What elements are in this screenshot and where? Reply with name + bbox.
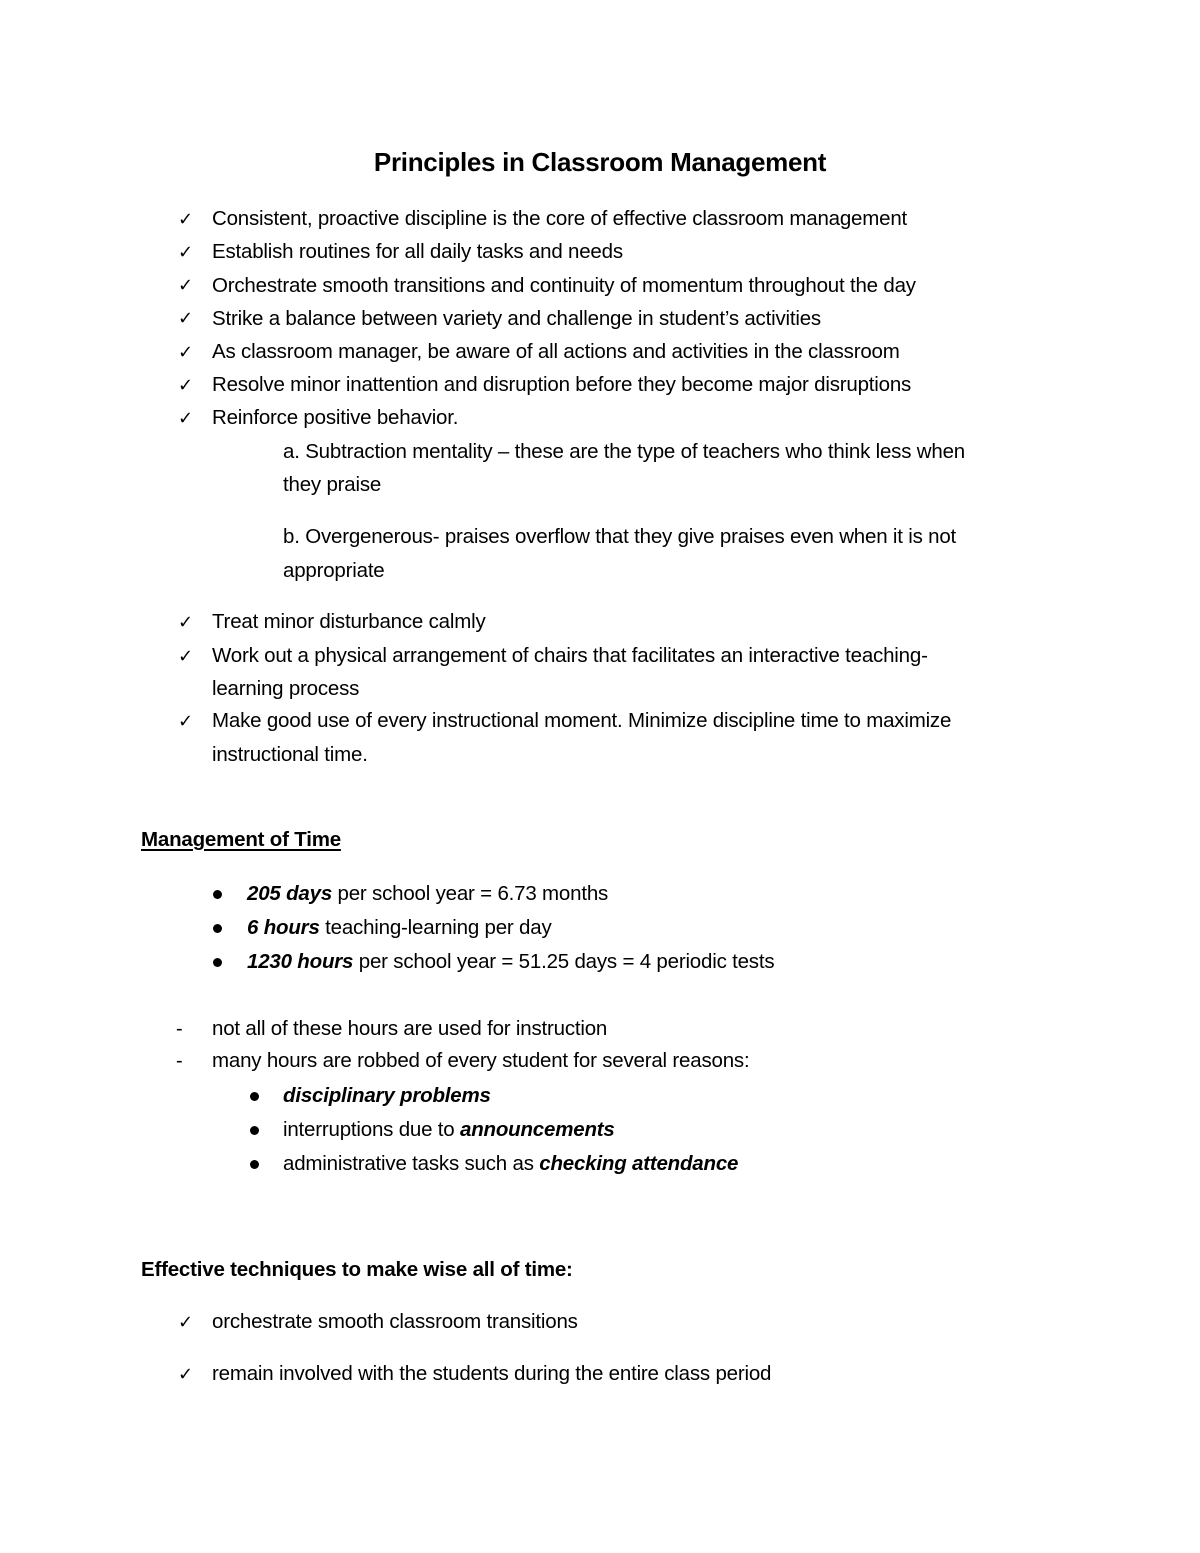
time-bullet-text: per school year = 51.25 days = 4 periodic tests	[353, 950, 775, 973]
reinforce-subitem-a-line1: a. Subtraction mentality – these are the type of teachers who think less when	[283, 440, 965, 463]
bullet-icon	[213, 958, 222, 967]
principle-item: Treat minor disturbance calmly	[212, 610, 486, 633]
checkmark-icon: ✓	[178, 612, 194, 633]
checkmark-icon: ✓	[178, 209, 194, 230]
section-heading-time: Management of Time	[141, 828, 341, 851]
principle-item: Orchestrate smooth transitions and continuity of momentum throughout the day	[212, 274, 916, 297]
dash-marker: -	[176, 1050, 183, 1072]
bullet-icon	[213, 890, 222, 899]
section-heading-techniques: Effective techniques to make wise all of time:	[141, 1258, 573, 1281]
time-bullet-emphasis: 205 days	[247, 882, 333, 905]
reason-emphasis: announcements	[460, 1118, 615, 1141]
bullet-icon	[250, 1160, 259, 1169]
technique-item: orchestrate smooth classroom transitions	[212, 1310, 578, 1333]
dash-item: not all of these hours are used for instruction	[212, 1017, 608, 1040]
reason-item	[283, 1118, 615, 1142]
principle-item: Consistent, proactive discipline is the core of effective classroom management	[212, 207, 908, 230]
bullet-icon	[213, 924, 222, 933]
dash-marker: -	[176, 1018, 183, 1040]
checkmark-icon: ✓	[178, 275, 194, 296]
principle-item-continued: learning process	[212, 677, 360, 700]
reason-text: administrative tasks such as	[283, 1152, 540, 1175]
checkmark-icon: ✓	[178, 646, 194, 667]
bullet-icon	[250, 1126, 259, 1135]
checkmark-icon: ✓	[178, 342, 194, 363]
checkmark-icon: ✓	[178, 375, 194, 396]
checkmark-icon: ✓	[178, 711, 194, 732]
checkmark-icon: ✓	[178, 242, 194, 263]
principle-item: Establish routines for all daily tasks and needs	[212, 240, 623, 263]
technique-item: remain involved with the students during the entire class period	[212, 1362, 772, 1385]
reinforce-subitem-b-line2: appropriate	[283, 559, 385, 582]
time-bullet-emphasis: 6 hours	[247, 916, 320, 939]
time-bullet	[247, 882, 608, 906]
page-title: Principles in Classroom Management	[373, 147, 827, 177]
reason-item	[283, 1152, 738, 1176]
time-bullet	[247, 950, 774, 974]
checkmark-icon: ✓	[178, 1364, 194, 1385]
reason-item: disciplinary problems	[283, 1084, 491, 1107]
principle-item: Strike a balance between variety and challenge in student’s activities	[212, 307, 821, 330]
checkmark-icon: ✓	[178, 408, 194, 429]
reason-text: interruptions due to	[283, 1118, 460, 1141]
principle-item: Make good use of every instructional moment. Minimize discipline time to maximize	[212, 709, 952, 732]
time-bullet-text: teaching-learning per day	[319, 916, 552, 939]
time-bullet-text: per school year = 6.73 months	[332, 882, 609, 905]
reinforce-subitem-a-line2: they praise	[283, 473, 382, 496]
principle-item: Work out a physical arrangement of chairs that facilitates an interactive teaching-	[212, 644, 928, 667]
principle-item: Resolve minor inattention and disruption before they become major disruptions	[212, 373, 912, 396]
bullet-icon	[250, 1092, 259, 1101]
principle-item: Reinforce positive behavior.	[212, 406, 459, 429]
reinforce-subitem-b-line1: b. Overgenerous- praises overflow that they give praises even when it is not	[283, 525, 957, 548]
time-bullet-emphasis: 1230 hours	[247, 950, 354, 973]
time-bullet	[247, 916, 552, 940]
principle-item: As classroom manager, be aware of all actions and activities in the classroom	[212, 340, 900, 363]
dash-item: many hours are robbed of every student for several reasons:	[212, 1049, 750, 1072]
reason-emphasis: checking attendance	[539, 1152, 739, 1175]
principle-item-continued: instructional time.	[212, 743, 368, 766]
checkmark-icon: ✓	[178, 1312, 194, 1333]
checkmark-icon: ✓	[178, 308, 194, 329]
